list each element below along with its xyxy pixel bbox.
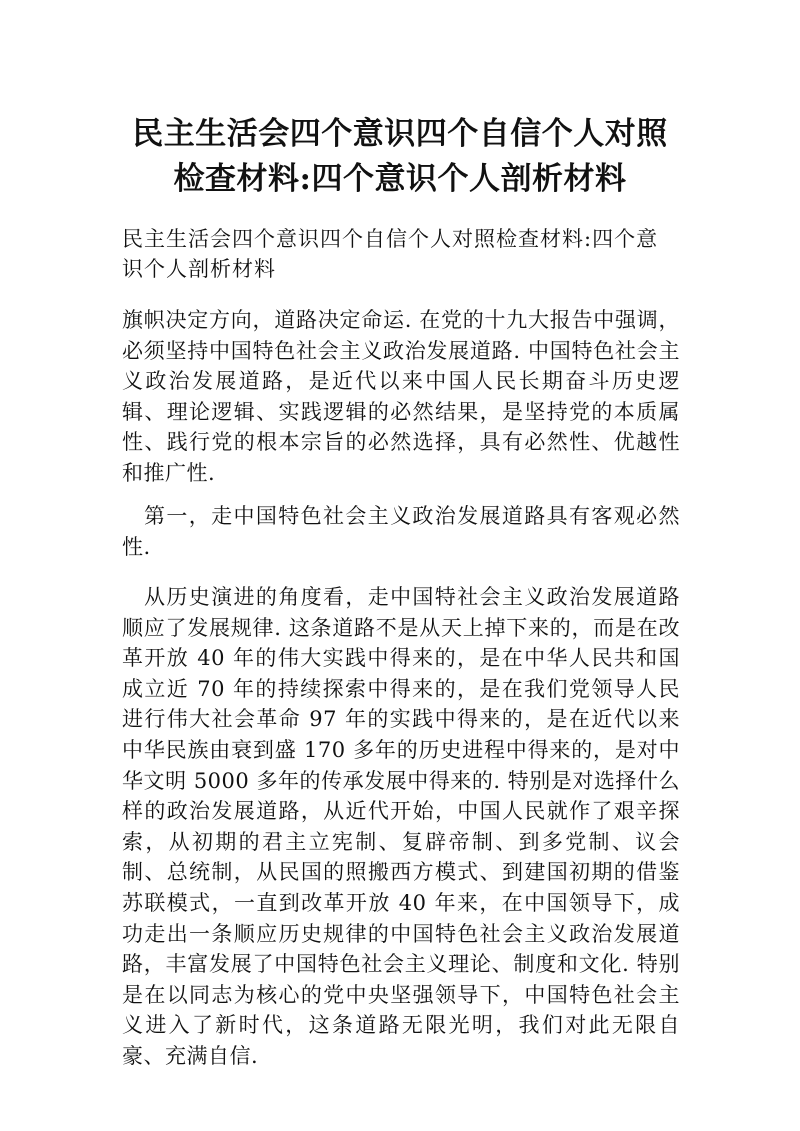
paragraph-section-heading: 第一，走中国特色社会主义政治发展道路具有客观必然性. [122, 504, 680, 559]
document-subtitle: 民主生活会四个意识四个自信个人对照检查材料:四个意识个人剖析材料 [122, 227, 659, 281]
paragraph-history: 从历史演进的角度看，走中国特社会主义政治发展道路顺应了发展规律. 这条道路不是从天上掉下来的，而是在改革开放 40 年的伟大实践中得来的，是在中华人民共和国成立近 70 年的持续探索中得来的，是在我们党领导人民进行伟大社会革命 97 年的实践中得来的，是在近代以来中华民族由衰到盛 170 多年的历史进程中得来的，是对中华文明 5000 多年的传承发展中得来的. 特别是对选择什么样的政治发展道路，从近代开始，中国人民就作了艰辛探索，从初期的君主立宪制、复辟帝制、到多党制、议会制、总统制，从民国的照搬西方模式、到建国初期的借鉴苏联模式，一直到改革开放 40 年来，在中国领导下，成功走出一条顺应历史规律的中国特色社会主义政治发展道路，丰富发展了中国特色社会主义理论、制度和文化. 特别是在以同志为核心的党中央坚强领导下，中国特色社会主义进入了新时代，这条道路无限光明，我们对此无限自豪、充满自信. [122, 585, 680, 1068]
document-title: 民主生活会四个意识四个自信个人对照检查材料:四个意识个人剖析材料 [132, 116, 668, 197]
paragraph-intro: 旗帜决定方向，道路决定命运. 在党的十九大报告中强调，必须坚持中国特色社会主义政治发展道路. 中国特色社会主义政治发展道路，是近代以来中国人民长期奋斗历史逻辑、理论逻辑、实践逻辑的必然结果，是坚持党的本质属性、践行党的根本宗旨的必然选择，具有必然性、优越性和推广性. [122, 308, 680, 485]
